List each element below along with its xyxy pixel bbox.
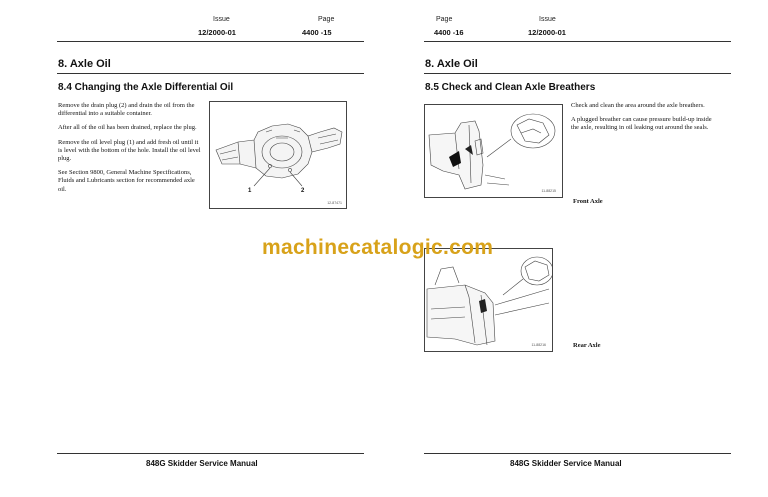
section-rule	[57, 73, 364, 74]
section-title: 8. Axle Oil	[425, 58, 478, 70]
figure-code: 12-87471	[327, 201, 342, 205]
paragraph: Remove the drain plug (2) and drain the oil from the differential into a suitable container.	[58, 102, 195, 118]
page-label: Page	[318, 16, 335, 23]
paragraph: A plugged breather can cause pressure build-up inside the axle, resulting in oil leaking out around the seals.	[571, 116, 712, 132]
paragraph: See Section 9800, General Machine Specifications, Fluids and Lubricants section for recommended axle oil.	[58, 169, 195, 193]
rear-axle-figure	[424, 248, 553, 352]
page-label: Page	[436, 16, 453, 23]
footer-title: 848G Skidder Service Manual	[146, 459, 258, 468]
paragraph: Remove the oil level plug (1) and add fresh oil until it is level with the bottom of the hole. Install the oil level plug.	[58, 138, 201, 163]
footer-title: 848G Skidder Service Manual	[510, 459, 622, 468]
differential-figure	[209, 101, 347, 209]
rear-axle-breather-drawing	[425, 249, 552, 351]
front-axle-breather-drawing	[425, 105, 562, 197]
paragraph: Check and clean the area around the axle breathers.	[571, 102, 705, 109]
header-rule	[57, 41, 364, 42]
page-number: 4400 -16	[434, 28, 464, 37]
header-rule	[424, 41, 731, 42]
front-axle-caption: Front Axle	[573, 198, 603, 205]
section-rule	[424, 73, 731, 74]
instructions-text	[58, 102, 204, 200]
figure-code: 11-88215	[541, 189, 556, 193]
instructions-text	[571, 102, 719, 139]
subsection-title: 8.5 Check and Clean Axle Breathers	[425, 82, 596, 93]
subsection-title: 8.4 Changing the Axle Differential Oil	[58, 82, 234, 93]
callout-1: 1	[248, 188, 252, 194]
rear-axle-caption: Rear Axle	[573, 342, 601, 349]
footer-rule	[57, 453, 364, 454]
callout-2: 2	[301, 188, 305, 194]
section-title: 8. Axle Oil	[58, 58, 111, 70]
paragraph: After all of the oil has been drained, replace the plug.	[58, 124, 197, 132]
front-axle-figure	[424, 104, 563, 198]
issue-label: Issue	[213, 16, 230, 23]
issue-value: 12/2000-01	[198, 28, 236, 37]
issue-label: Issue	[539, 16, 556, 23]
issue-value: 12/2000-01	[528, 28, 566, 37]
watermark: machinecatalogic.com	[262, 236, 494, 259]
page-number: 4400 -15	[302, 28, 332, 37]
footer-rule	[424, 453, 731, 454]
figure-code: 11-88216	[531, 343, 546, 347]
axle-differential-drawing	[210, 102, 346, 208]
